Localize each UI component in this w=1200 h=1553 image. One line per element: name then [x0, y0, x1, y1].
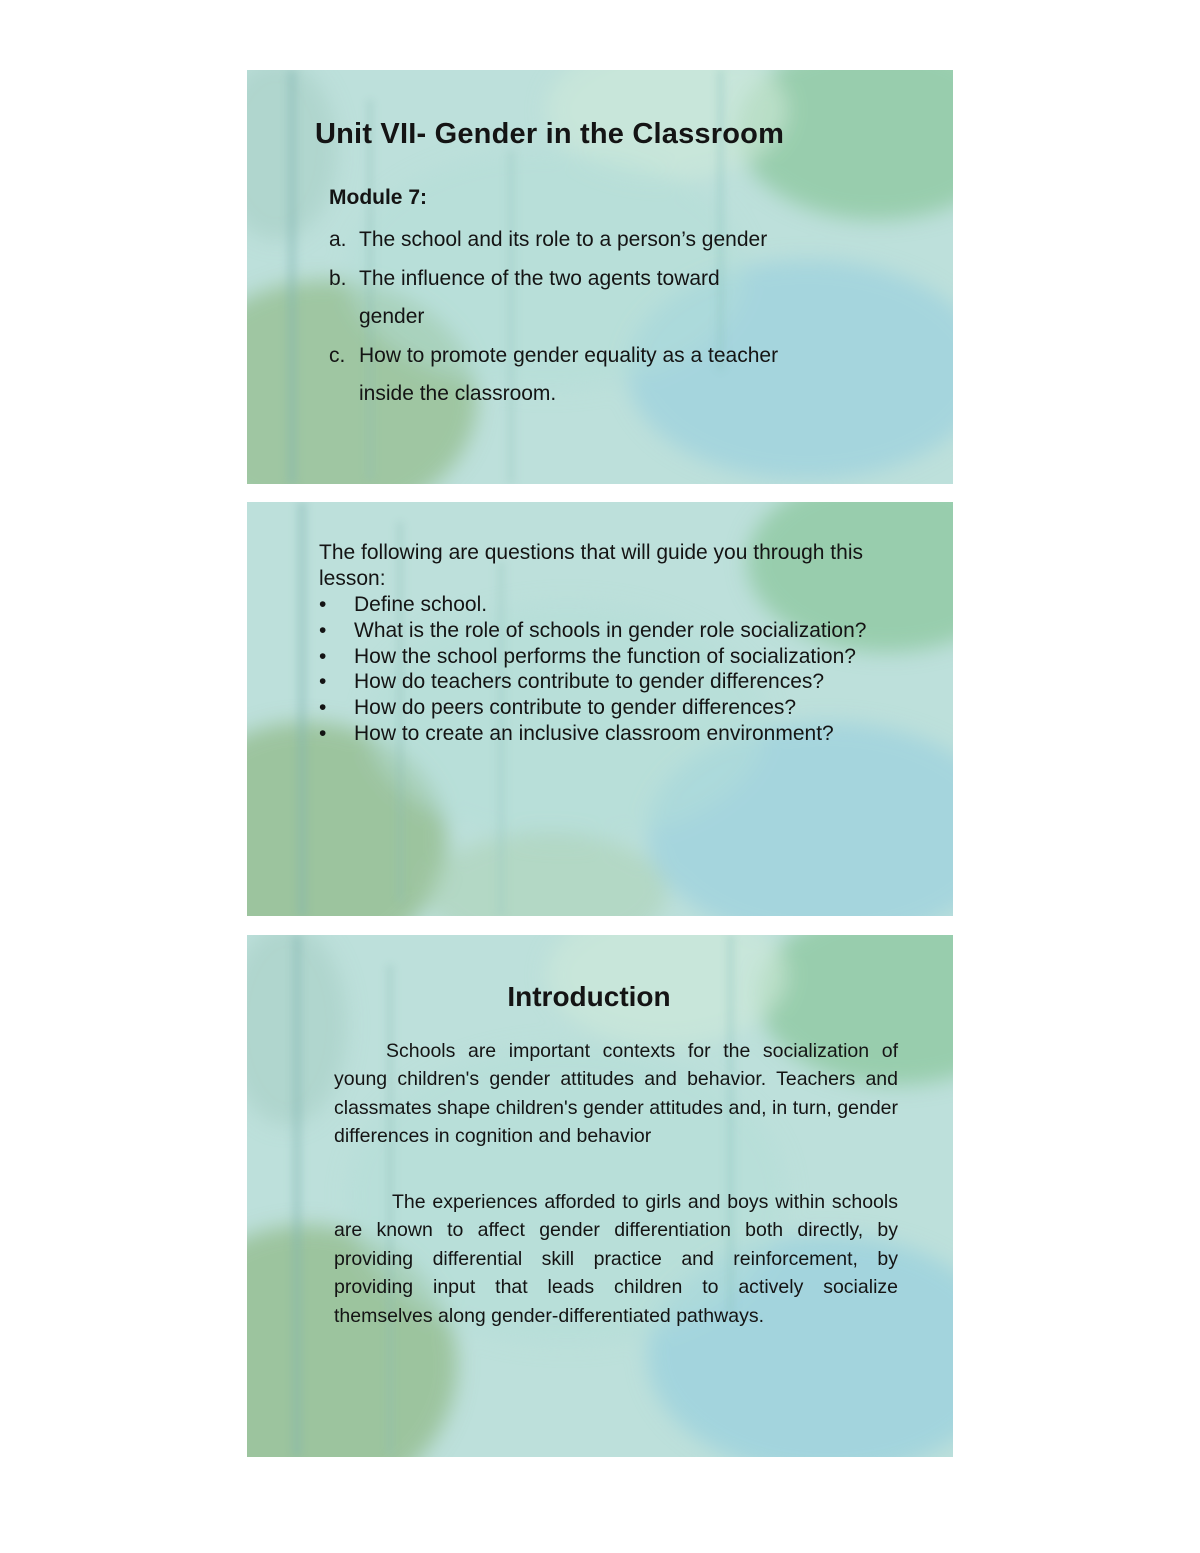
list-item-line: inside the classroom. — [359, 382, 557, 405]
slide-title: Unit VII- Gender in the Classroom — [315, 118, 785, 150]
list-item — [319, 644, 879, 670]
list-item-text — [359, 337, 778, 414]
slide-module-overview — [247, 70, 953, 484]
list-item-text — [359, 260, 720, 337]
list-marker: b. — [329, 266, 347, 290]
list-item-line: gender — [359, 305, 425, 328]
list-item-text: How the school performs the function of socialization? — [354, 644, 856, 668]
intro-paragraph: Schools are important contexts for the socialization of young children's gender attitudes and behavior. Teachers and classmates shape children's gender attitudes and, in turn, gender differences in cognition and behavior — [334, 1040, 898, 1148]
bullet-icon: • — [319, 644, 327, 668]
list-item-text: How do teachers contribute to gender differences? — [354, 670, 825, 694]
intro-paragraph: The experiences afforded to girls and boys within schools are known to affect gender differentiation both directly, by providing differential skill practice and reinforcement, by providing input that leads children to actively socialize themselves along gender-differentiated pathways. — [334, 1191, 898, 1327]
slide-introduction — [247, 935, 953, 1457]
list-item — [319, 721, 879, 747]
list-item — [319, 618, 879, 644]
list-item-line: How to promote gender equality as a teacher — [359, 343, 779, 367]
slide-guide-questions — [247, 502, 953, 916]
list-marker: a. — [329, 228, 347, 251]
slide-title: Introduction — [507, 981, 671, 1012]
bullet-icon: • — [319, 670, 327, 694]
bullet-icon: • — [319, 618, 327, 642]
list-item-text: Define school. — [354, 593, 488, 616]
bullet-icon: • — [319, 696, 327, 720]
bullet-icon: • — [319, 593, 327, 616]
module-topics-list — [329, 221, 778, 414]
list-item — [319, 695, 879, 721]
guide-questions-list — [319, 592, 879, 747]
list-item-text: What is the role of schools in gender role socialization? — [354, 618, 867, 642]
list-item — [329, 337, 778, 414]
intro-text: The following are questions that will guide you through this lesson: — [319, 541, 863, 590]
list-marker: c. — [329, 343, 346, 367]
module-label: Module 7: — [329, 186, 427, 209]
list-item — [319, 669, 879, 695]
list-item-text: The school and its role to a person’s gender — [359, 228, 768, 251]
list-item-text: How do peers contribute to gender differences? — [354, 696, 797, 720]
list-item-text: How to create an inclusive classroom environment? — [354, 721, 834, 745]
list-item — [319, 592, 879, 618]
list-item-line: The influence of the two agents toward — [359, 266, 720, 290]
bullet-icon: • — [319, 721, 327, 745]
list-item — [329, 221, 778, 260]
list-item — [329, 260, 778, 337]
